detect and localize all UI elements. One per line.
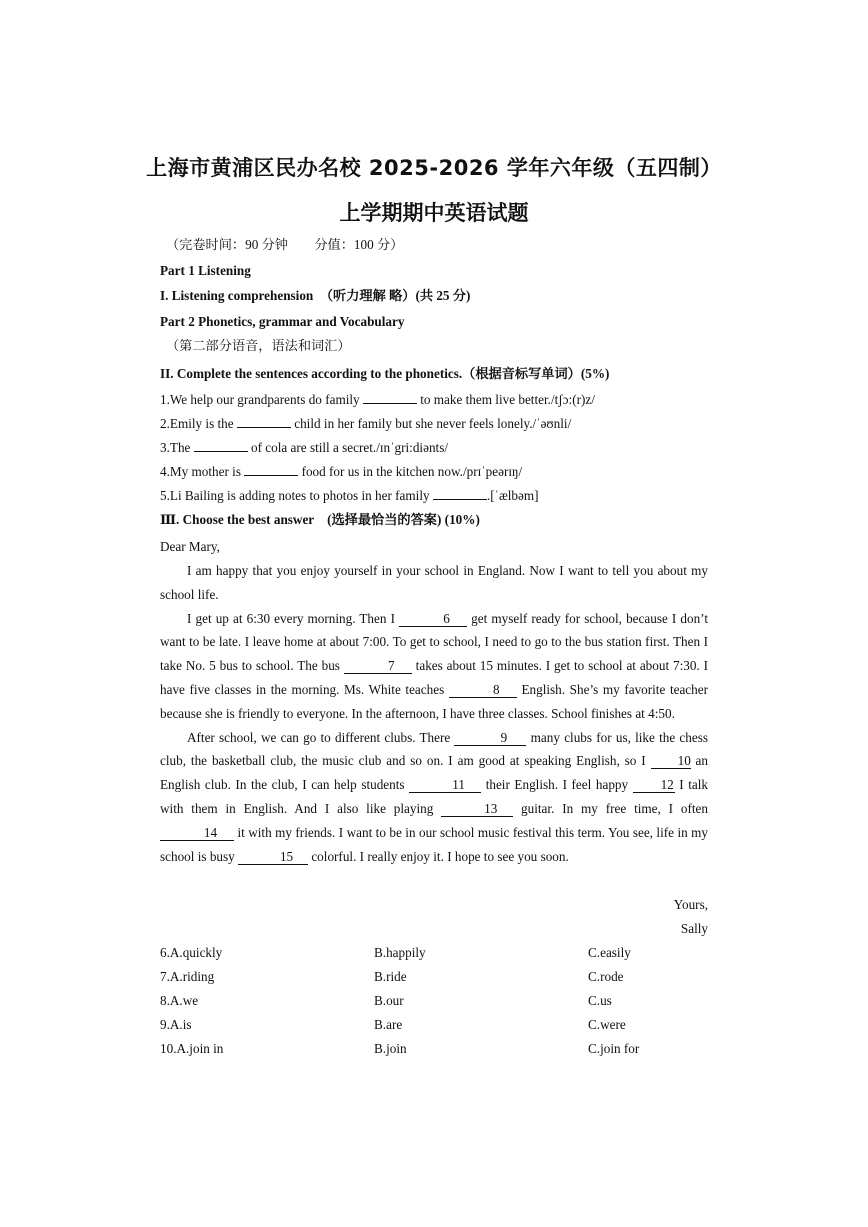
section2-heading: II. Complete the sentences according to the phonetics.（根据音标写单词）(5%) [160, 366, 610, 381]
option-7a: 7.A.riding [160, 969, 215, 984]
option-9b: B.are [374, 1017, 403, 1032]
paragraph-text: takes about 15 minutes. I get to school at about 7:30. I have five classes in the morning. Ms. White teaches [160, 658, 708, 697]
phonetics-question-4 [160, 463, 522, 481]
phonetics-question-3 [160, 439, 448, 457]
page-title: 上海市黄浦区民办名校 2025-2026 学年六年级（五四制） [146, 156, 722, 180]
phonetics-question-1 [160, 391, 595, 409]
section1-heading: I. Listening comprehension （听力理解 略）(共 25 分) [160, 288, 471, 303]
cloze-blank-14: 14 [160, 826, 234, 841]
answer-blank [194, 451, 248, 452]
paragraph-text: colorful. I really enjoy it. I hope to see you soon. [308, 848, 569, 864]
paragraph-text: many clubs for us, like the chess club, the basketball club, the music club and so on. I am good at speaking English, so I [160, 729, 708, 769]
paragraph-text: it with my friends. I want to be in our school music festival this term. You see, life in my school is busy [160, 824, 708, 864]
section3-heading: Ⅲ. Choose the best answer (选择最恰当的答案) (10%) [160, 512, 480, 527]
option-8b: B.our [374, 993, 404, 1008]
paragraph-text: guitar. In my free time, I often [513, 800, 708, 816]
option-9c: C.were [588, 1017, 626, 1032]
option-10a: 10.A.join in [160, 1041, 224, 1056]
question-text: 2.Emily is the [160, 416, 237, 431]
answer-blank [244, 475, 298, 476]
paragraph-text: I talk with them in English. And I also like playing [160, 777, 708, 816]
part2-heading: Part 2 Phonetics, grammar and Vocabulary [160, 314, 405, 329]
page-subtitle: 上学期期中英语试题 [339, 201, 529, 225]
letter-signature: Sally [680, 921, 708, 936]
cloze-blank-15: 15 [238, 850, 308, 865]
question-text: 5.Li Bailing is adding notes to photos in her family [160, 488, 433, 503]
option-6b: B.happily [374, 945, 426, 960]
part1-heading: Part 1 Listening [160, 263, 251, 278]
option-6a: 6.A.quickly [160, 945, 223, 960]
answer-blank [237, 427, 291, 428]
option-7b: B.ride [374, 969, 407, 984]
letter-paragraph-2 [160, 607, 708, 726]
cloze-blank-6: 6 [399, 612, 467, 627]
option-7c: C.rode [588, 969, 624, 984]
paragraph-text: English. She’s my favorite teacher because she is friendly to everyone. In the afternoon, I have three classes. School finishes at 4:50. [160, 681, 709, 721]
question-text: of cola are still a secret./ɪnˈgri:diənts/ [247, 440, 449, 455]
paragraph-text: I get up at 6:30 every morning. Then I [187, 610, 400, 626]
cloze-blank-13: 13 [441, 802, 513, 817]
cloze-blank-10: 10 [651, 754, 691, 769]
letter-body [160, 559, 708, 868]
letter-greeting: Dear Mary, [160, 539, 220, 554]
option-8a: 8.A.we [160, 993, 199, 1008]
question-text: child in her family but she never feels lonely./ˈəʊnli/ [290, 416, 572, 431]
phonetics-question-2 [160, 415, 571, 433]
question-text: food for us in the kitchen now./prɪˈpeərɪŋ/ [298, 464, 523, 479]
part2-cn-heading: （第二部分语音，语法和词汇） [166, 338, 351, 353]
letter-paragraph-1: I am happy that you enjoy yourself in your school in England. Now I want to tell you about my school life. [160, 563, 708, 602]
cloze-blank-12: 12 [633, 778, 675, 793]
question-text: to make them live better./tʃɔ:(r)z/ [416, 392, 595, 407]
cloze-blank-7: 7 [344, 659, 412, 674]
answer-blank [363, 403, 417, 404]
option-10c: C.join for [588, 1041, 640, 1056]
option-8c: C.us [588, 993, 612, 1008]
exam-info: （完卷时间：90 分钟 分值：100 分） [166, 237, 404, 252]
option-9a: 9.A.is [160, 1017, 192, 1032]
cloze-blank-8: 8 [449, 683, 517, 698]
letter-closing: Yours, [673, 897, 708, 912]
letter-paragraph-3 [160, 726, 708, 869]
question-text: 1.We help our grandparents do family [160, 392, 363, 407]
phonetics-question-5 [160, 487, 539, 505]
option-6c: C.easily [588, 945, 631, 960]
question-text: 4.My mother is [160, 464, 245, 479]
paragraph-text: get myself ready for school, because I don’t want to be late. I leave home at about 7:00. To get to school, I need to go to the bus station first. Then I take No. 5 bus to school. The bus [160, 610, 708, 674]
cloze-blank-9: 9 [454, 731, 526, 746]
question-text: 3.The [160, 440, 194, 455]
question-text: .[ˈælbəm] [486, 488, 539, 503]
answer-blank [433, 499, 487, 500]
paragraph-text: their English. I feel happy [481, 777, 633, 793]
option-10b: B.join [374, 1041, 407, 1056]
paragraph-text: After school, we can go to different clubs. There [187, 729, 455, 745]
paragraph-text: an English club. In the club, I can help students [160, 753, 708, 793]
cloze-blank-11: 11 [409, 778, 481, 793]
